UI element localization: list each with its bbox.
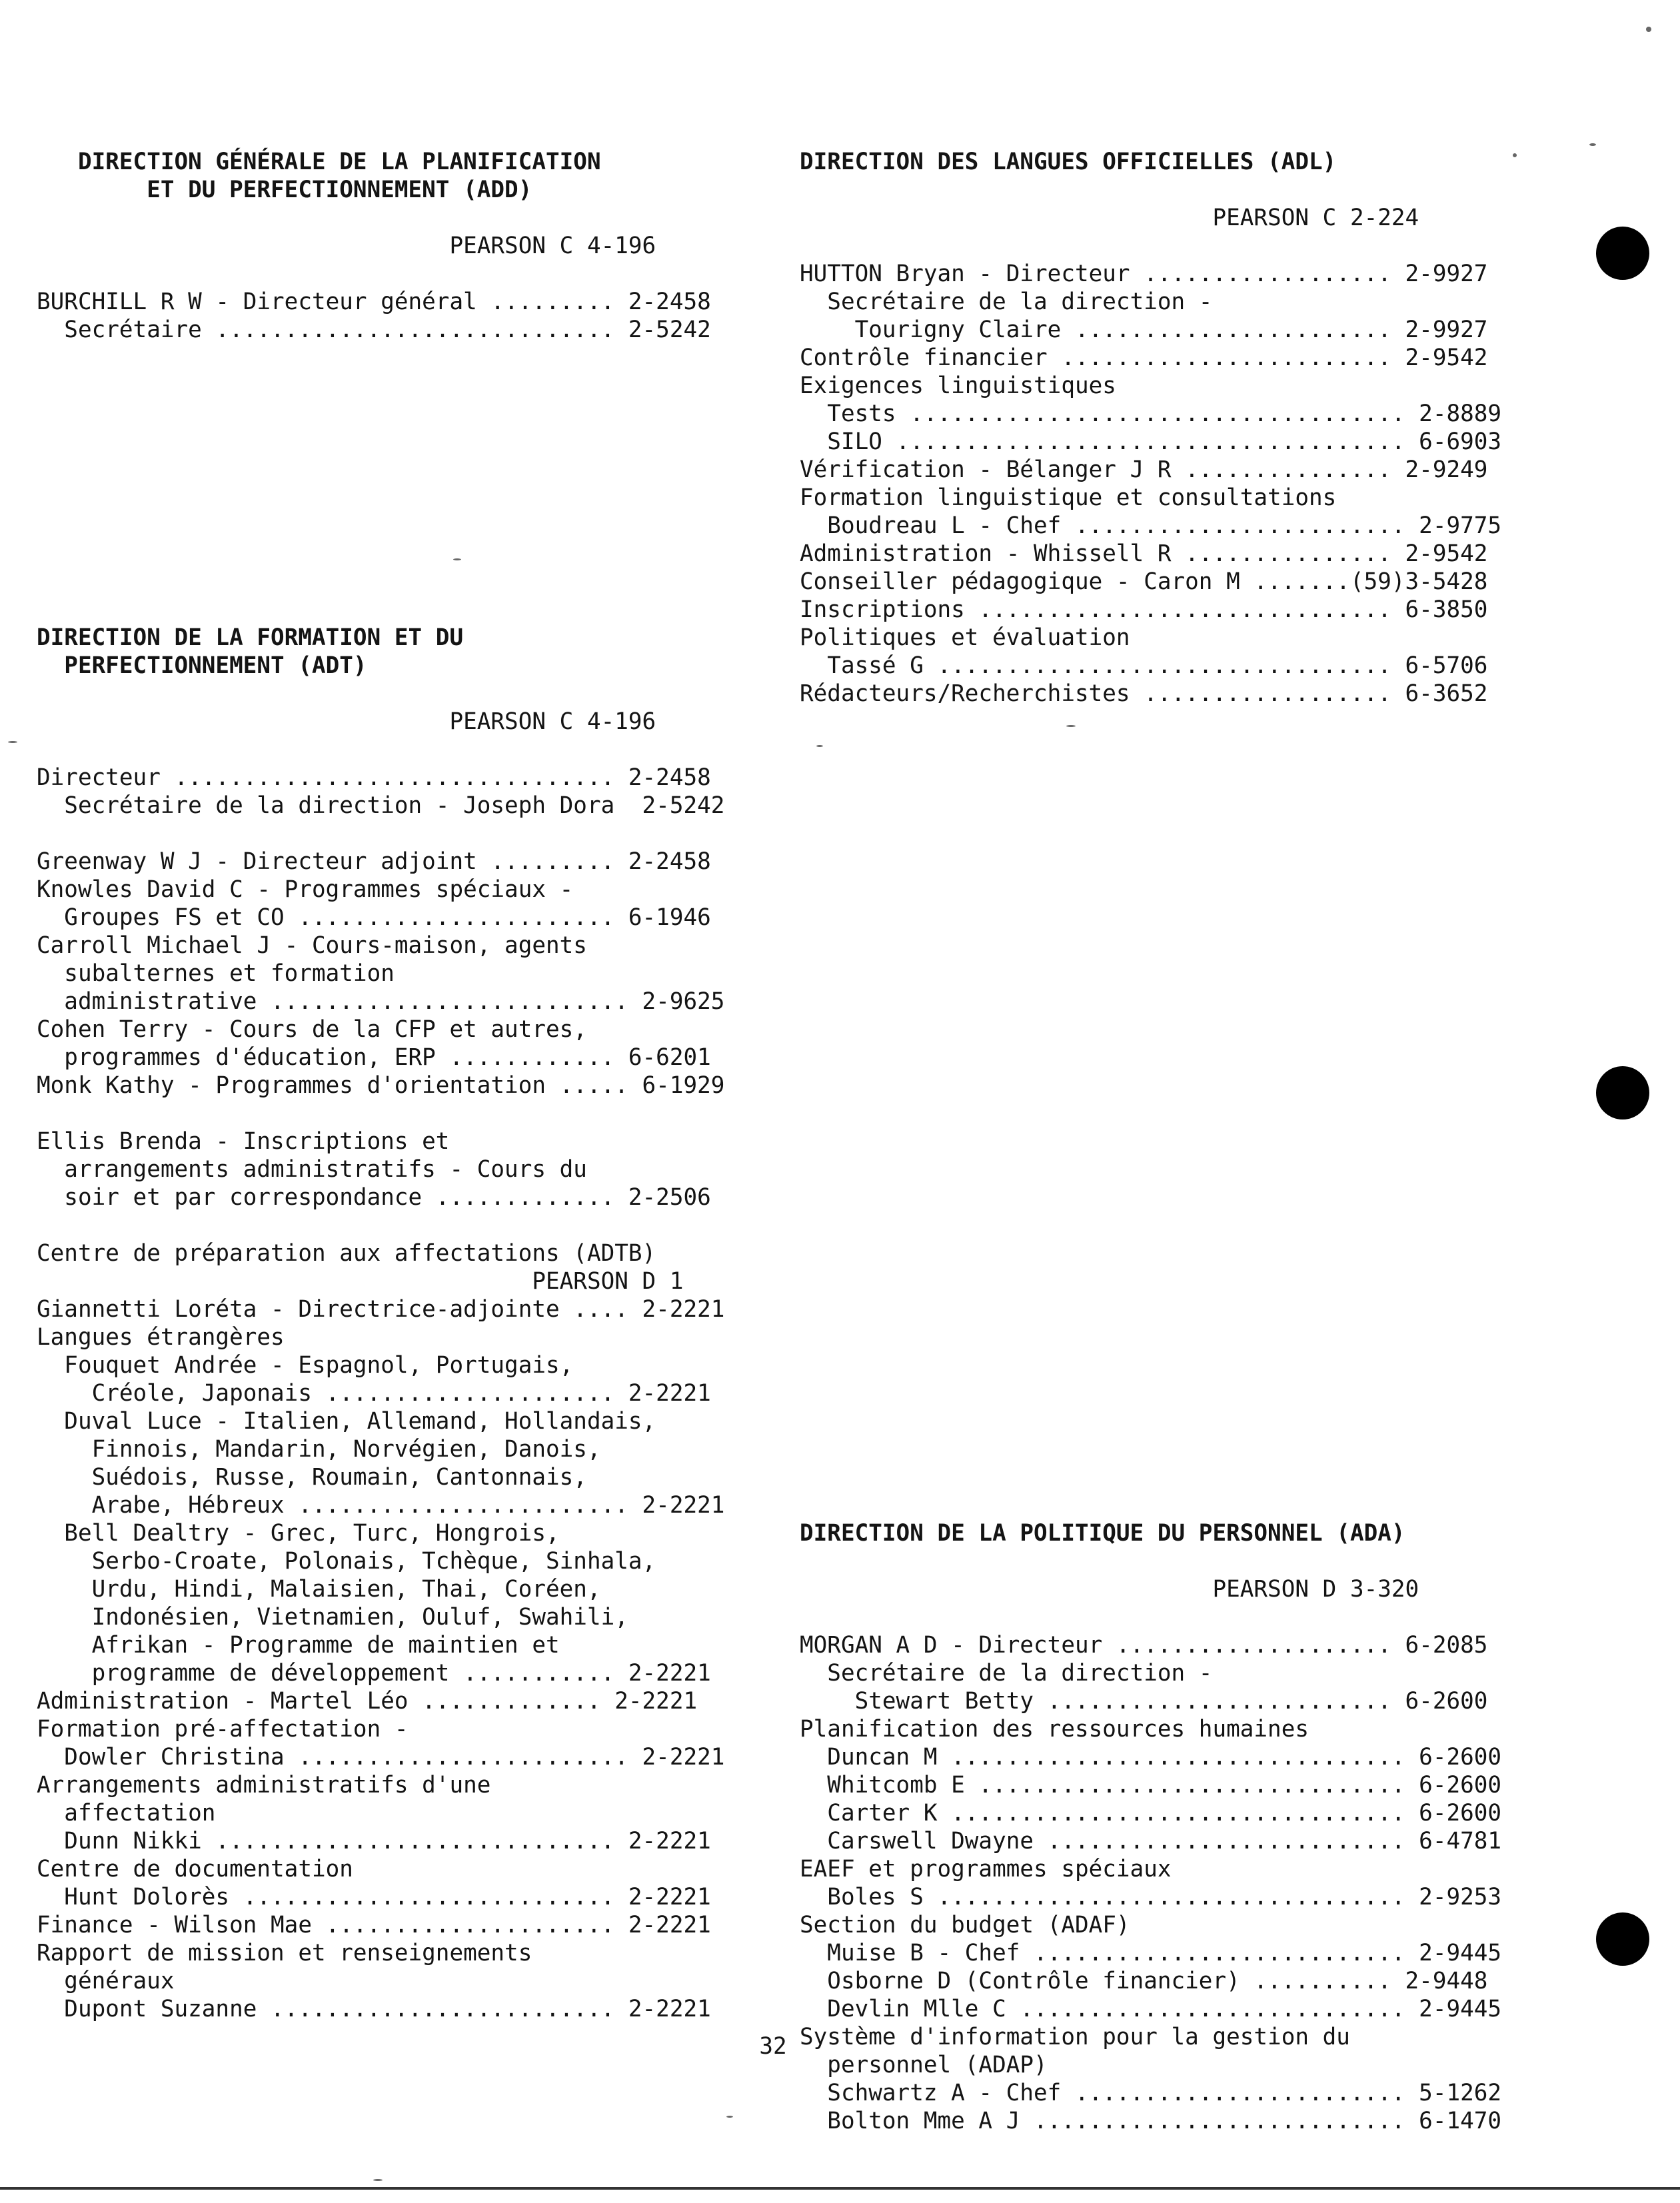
scan-speck bbox=[1066, 725, 1076, 727]
directory-line: Carswell Dwayne .......................... 6-4781 bbox=[800, 1828, 1502, 1854]
directory-line: Groupes FS et CO ....................... 6-1946 bbox=[37, 904, 711, 931]
directory-line: Urdu, Hindi, Malaisien, Thai, Coréen, bbox=[37, 1576, 601, 1603]
directory-line: Devlin Mlle C ............................ 2-9445 bbox=[800, 1996, 1502, 2022]
directory-line: Carroll Michael J - Cours-maison, agents bbox=[37, 932, 587, 959]
directory-line: Administration - Whissell R ............... 2-9542 bbox=[800, 540, 1488, 567]
directory-line: Boles S .................................. 2-9253 bbox=[800, 1884, 1502, 1910]
directory-line: programmes d'éducation, ERP ............ 6-6201 bbox=[37, 1044, 711, 1071]
directory-line: PEARSON C 2-224 bbox=[800, 205, 1419, 231]
bottom-rule bbox=[0, 2187, 1680, 2190]
scan-speck bbox=[373, 2179, 383, 2181]
directory-line: Knowles David C - Programmes spéciaux - bbox=[37, 876, 574, 903]
directory-line: Whitcomb E ............................... 6-2600 bbox=[800, 1772, 1502, 1799]
directory-line: Greenway W J - Directeur adjoint ......... 2-2458 bbox=[37, 848, 711, 875]
directory-line: généraux bbox=[37, 1968, 175, 1994]
directory-line: BURCHILL R W - Directeur général ......... 2-2458 bbox=[37, 289, 711, 315]
directory-line: MORGAN A D - Directeur .................... 6-2085 bbox=[800, 1632, 1488, 1659]
directory-line: Carter K ................................. 6-2600 bbox=[800, 1800, 1502, 1827]
directory-line: Dunn Nikki ............................. 2-2221 bbox=[37, 1828, 711, 1854]
directory-line: SILO ..................................... 6-6903 bbox=[800, 428, 1502, 455]
directory-line: Centre de documentation bbox=[37, 1856, 353, 1882]
directory-line: Tourigny Claire ....................... 2-9927 bbox=[800, 317, 1488, 343]
punch-hole-top bbox=[1596, 227, 1649, 280]
directory-line: Exigences linguistiques bbox=[800, 372, 1116, 399]
directory-line: Arabe, Hébreux ........................ 2-2221 bbox=[37, 1492, 725, 1519]
scan-speck bbox=[453, 558, 461, 560]
section-heading: ET DU PERFECTIONNEMENT (ADD) bbox=[37, 177, 532, 203]
directory-line: Serbo-Croate, Polonais, Tchèque, Sinhala, bbox=[37, 1548, 656, 1575]
directory-line: Dupont Suzanne ......................... 2-2221 bbox=[37, 1996, 711, 2022]
scan-speck bbox=[726, 2116, 733, 2118]
directory-line: Rapport de mission et renseignements bbox=[37, 1940, 532, 1966]
directory-line: Bell Dealtry - Grec, Turc, Hongrois, bbox=[37, 1520, 560, 1547]
directory-line: Arrangements administratifs d'une bbox=[37, 1772, 491, 1799]
directory-line: Monk Kathy - Programmes d'orientation ..... 6-1929 bbox=[37, 1072, 725, 1099]
directory-line: personnel (ADAP) bbox=[800, 2052, 1048, 2078]
directory-line: Suédois, Russe, Roumain, Cantonnais, bbox=[37, 1464, 587, 1491]
directory-line: Finnois, Mandarin, Norvégien, Danois, bbox=[37, 1436, 601, 1463]
directory-line: Osborne D (Contrôle financier) .......... 2-9448 bbox=[800, 1968, 1488, 1994]
punch-hole-bottom bbox=[1596, 1912, 1649, 1966]
directory-line: Afrikan - Programme de maintien et bbox=[37, 1632, 560, 1659]
scan-speck bbox=[8, 741, 17, 743]
directory-line: Directeur ................................ 2-2458 bbox=[37, 764, 711, 791]
directory-line: administrative .......................... 2-9625 bbox=[37, 988, 725, 1015]
directory-line: Schwartz A - Chef ........................ 5-1262 bbox=[800, 2080, 1502, 2106]
directory-line: Secrétaire de la direction - bbox=[800, 289, 1213, 315]
directory-line: Secrétaire ............................. 2-5242 bbox=[37, 317, 711, 343]
scan-speck bbox=[1589, 143, 1596, 146]
directory-line: Duncan M ................................. 6-2600 bbox=[800, 1744, 1502, 1771]
directory-line: Formation pré-affectation - bbox=[37, 1716, 409, 1743]
directory-line: EAEF et programmes spéciaux bbox=[800, 1856, 1172, 1882]
directory-line: Système d'information pour la gestion du bbox=[800, 2024, 1350, 2050]
section-heading: DIRECTION DES LANGUES OFFICIELLES (ADL) bbox=[800, 149, 1337, 175]
directory-line: Hunt Dolorès ........................... 2-2221 bbox=[37, 1884, 711, 1910]
directory-line: subalternes et formation bbox=[37, 960, 395, 987]
directory-line: Muise B - Chef ........................... 2-9445 bbox=[800, 1940, 1502, 1966]
directory-line: Bolton Mme A J ........................... 6-1470 bbox=[800, 2108, 1502, 2134]
directory-line: Vérification - Bélanger J R ............... 2-9249 bbox=[800, 456, 1488, 483]
directory-line: Duval Luce - Italien, Allemand, Hollandais, bbox=[37, 1408, 656, 1435]
directory-line: arrangements administratifs - Cours du bbox=[37, 1156, 587, 1183]
directory-line: Giannetti Loréta - Directrice-adjointe .... 2-2221 bbox=[37, 1296, 725, 1323]
directory-line: PEARSON D 3-320 bbox=[800, 1576, 1419, 1603]
directory-line: Ellis Brenda - Inscriptions et bbox=[37, 1128, 450, 1155]
directory-line: PEARSON C 4-196 bbox=[37, 233, 656, 259]
section-heading: PERFECTIONNEMENT (ADT) bbox=[37, 652, 367, 679]
directory-line: Boudreau L - Chef ........................ 2-9775 bbox=[800, 512, 1502, 539]
section-heading: DIRECTION DE LA POLITIQUE DU PERSONNEL (ADA) bbox=[800, 1520, 1405, 1547]
directory-line: Tests .................................... 2-8889 bbox=[800, 400, 1502, 427]
directory-line: Langues étrangères bbox=[37, 1324, 285, 1351]
punch-hole-middle bbox=[1596, 1066, 1649, 1119]
scan-speck bbox=[1646, 27, 1651, 32]
directory-line: Centre de préparation aux affectations (ADTB) bbox=[37, 1240, 656, 1267]
directory-line: Stewart Betty ......................... 6-2600 bbox=[800, 1688, 1488, 1715]
directory-line: Conseiller pédagogique - Caron M .......(59)3-5428 bbox=[800, 568, 1488, 595]
section-heading: DIRECTION GÉNÉRALE DE LA PLANIFICATION bbox=[37, 149, 601, 175]
directory-line: HUTTON Bryan - Directeur .................. 2-9927 bbox=[800, 261, 1488, 287]
directory-line: Inscriptions .............................. 6-3850 bbox=[800, 596, 1488, 623]
directory-line: Indonésien, Vietnamien, Ouluf, Swahili, bbox=[37, 1604, 628, 1631]
directory-line: Politiques et évaluation bbox=[800, 624, 1130, 651]
directory-line: programme de développement ........... 2-2221 bbox=[37, 1660, 711, 1687]
directory-line: Tassé G ................................. 6-5706 bbox=[800, 652, 1488, 679]
directory-line: Secrétaire de la direction - bbox=[800, 1660, 1213, 1687]
directory-line: Créole, Japonais ..................... 2-2221 bbox=[37, 1380, 711, 1407]
section-heading: DIRECTION DE LA FORMATION ET DU bbox=[37, 624, 464, 651]
directory-line: Dowler Christina ........................ 2-2221 bbox=[37, 1744, 725, 1771]
directory-line: Section du budget (ADAF) bbox=[800, 1912, 1130, 1938]
directory-line: affectation bbox=[37, 1800, 216, 1827]
directory-line: soir et par correspondance ............. 2-2506 bbox=[37, 1184, 711, 1211]
scan-speck bbox=[1513, 153, 1517, 157]
directory-line: Cohen Terry - Cours de la CFP et autres, bbox=[37, 1016, 587, 1043]
directory-line: Planification des ressources humaines bbox=[800, 1716, 1309, 1743]
directory-line: Secrétaire de la direction - Joseph Dora 2-5242 bbox=[37, 792, 725, 819]
directory-line: Rédacteurs/Recherchistes .................. 6-3652 bbox=[800, 680, 1488, 707]
directory-line: Fouquet Andrée - Espagnol, Portugais, bbox=[37, 1352, 574, 1379]
directory-line: PEARSON C 4-196 bbox=[37, 708, 656, 735]
directory-line: Finance - Wilson Mae ..................... 2-2221 bbox=[37, 1912, 711, 1938]
page-number: 32 bbox=[759, 2033, 787, 2060]
directory-line: Contrôle financier ........................ 2-9542 bbox=[800, 345, 1488, 371]
scan-speck bbox=[816, 745, 823, 747]
directory-line: PEARSON D 1 bbox=[37, 1268, 684, 1295]
directory-line: Administration - Martel Léo ............. 2-2221 bbox=[37, 1688, 698, 1715]
directory-line: Formation linguistique et consultations bbox=[800, 484, 1337, 511]
